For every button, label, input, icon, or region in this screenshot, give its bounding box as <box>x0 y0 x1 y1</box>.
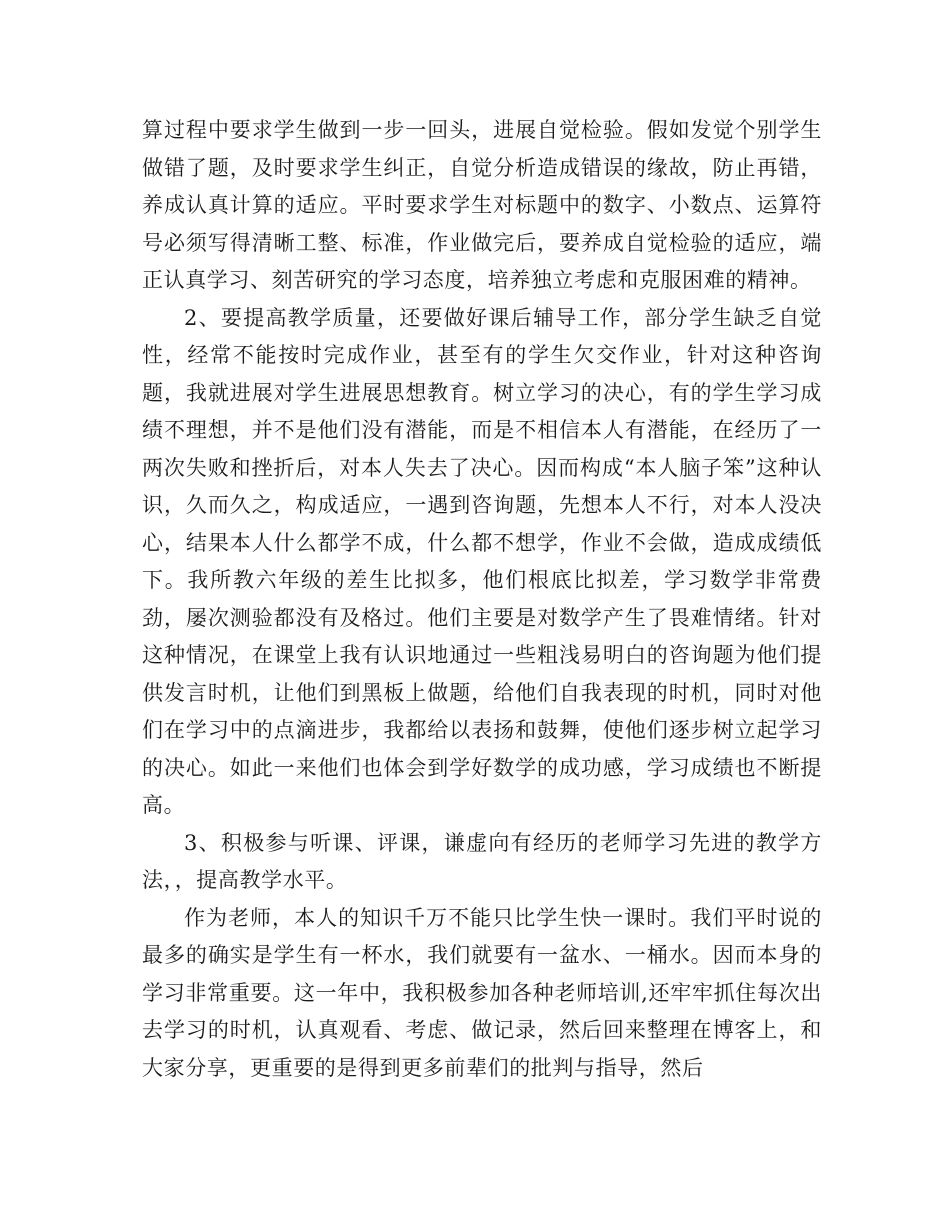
paragraph-3: 3、积极参与听课、评课，谦虚向有经历的老师学习先进的教学方法，，提高教学水平。 <box>142 830 822 892</box>
paragraph-1: 算过程中要求学生做到一步一回头，进展自觉检验。假如发觉个别学生做错了题，及时要求学生纠正，自觉分析造成错误的缘故，防止再错，养成认真计算的适应。平时要求学生对标题中的数字、小数点、运算符号必须写得清晰工整、标准，作业做完后，要养成自觉检验的适应，端正认真学习、刻苦研究的学习态度，培养独立考虑和克服困难的精神。 <box>142 118 822 292</box>
document-body <box>142 112 822 1087</box>
paragraph-2: 2、要提高教学质量，还要做好课后辅导工作，部分学生缺乏自觉性，经常不能按时完成作业，甚至有的学生欠交作业，针对这种咨询题，我就进展对学生进展思想教育。树立学习的决心，有的学生学习成绩不理想，并不是他们没有潜能，而是不相信本人有潜能，在经历了一两次失败和挫折后，对本人失去了决心。因而构成“本人脑子笨”这种认识，久而久之，构成适应，一遇到咨询题，先想本人不行，对本人没决心，结果本人什么都学不成，什么都不想学，作业不会做，造成成绩低下。我所教六年级的差生比拟多，他们根底比拟差，学习数学非常费劲，屡次测验都没有及格过。他们主要是对数学产生了畏难情绪。针对这种情况，在课堂上我有认识地通过一些粗浅易明白的咨询题为他们提供发言时机，让他们到黑板上做题，给他们自我表现的时机，同时对他们在学习中的点滴进步，我都给以表扬和鼓舞，使他们逐步树立起学习的决心。如此一来他们也体会到学好数学的成功感，学习成绩也不断提高。 <box>142 305 822 817</box>
paragraph-4: 作为老师，本人的知识千万不能只比学生快一课时。我们平时说的最多的确实是学生有一杯水，我们就要有一盆水、一桶水。因而本身的学习非常重要。这一年中，我积极参加各种老师培训,还牢牢抓住每次出去学习的时机，认真观看、考虑、做记录，然后回来整理在博客上，和大家分享，更重要的是得到更多前辈们的批判与指导，然后 <box>142 905 822 1080</box>
